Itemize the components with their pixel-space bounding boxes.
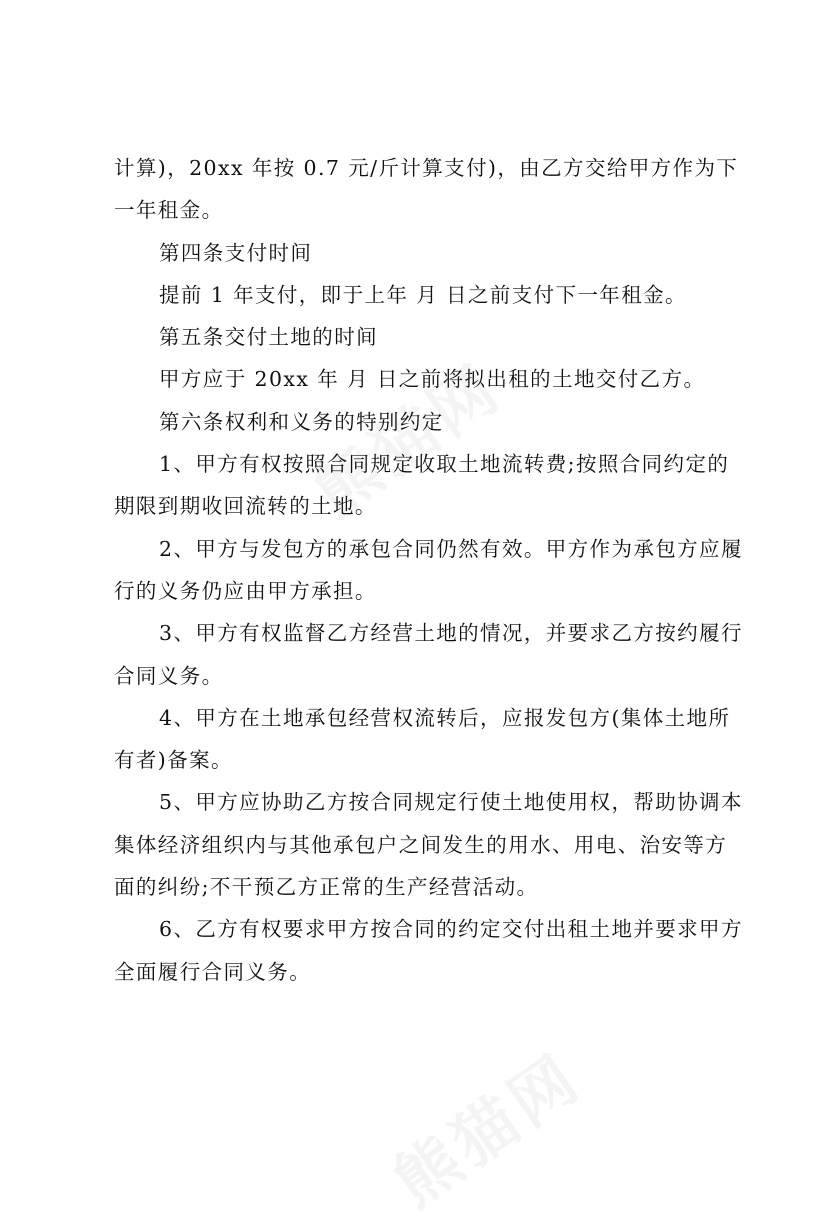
paragraph-line: 5、甲方应协助乙方按合同规定行使土地使用权，帮助协调本 xyxy=(159,790,743,815)
section-heading: 第四条支付时间 xyxy=(159,240,313,265)
paragraph-line: 合同义务。 xyxy=(114,663,224,688)
paragraph-line: 集体经济组织内与其他承包户之间发生的用水、用电、治安等方 xyxy=(114,832,728,857)
paragraph-line: 全面履行合同义务。 xyxy=(114,959,312,984)
section-heading: 第六条权利和义务的特别约定 xyxy=(159,409,444,434)
paragraph-line: 有者)备案。 xyxy=(114,748,233,773)
paragraph-line: 面的纠纷;不干预乙方正常的生产经营活动。 xyxy=(114,875,539,900)
paragraph-line: 6、乙方有权要求甲方按合同的约定交付出租土地并要求甲方 xyxy=(159,917,743,942)
watermark xyxy=(373,1028,598,1224)
paragraph-line: 1、甲方有权按照合同规定收取土地流转费;按照合同约定的 xyxy=(159,452,730,477)
paragraph-line: 3、甲方有权监督乙方经营土地的情况，并要求乙方按约履行 xyxy=(159,621,743,646)
paragraph-line: 计算)，20xx 年按 0.7 元/斤计算支付)，由乙方交给甲方作为下 xyxy=(114,156,739,180)
section-heading: 第五条交付土地的时间 xyxy=(159,325,378,350)
document-body xyxy=(114,147,754,993)
paragraph-line: 甲方应于 20xx 年 月 日之前将拟出租的土地交付乙方。 xyxy=(159,367,706,392)
paragraph-line: 提前 1 年支付，即于上年 月 日之前支付下一年租金。 xyxy=(159,282,687,307)
paragraph-line: 一年租金。 xyxy=(114,198,224,223)
paragraph-line: 期限到期收回流转的土地。 xyxy=(114,494,377,519)
paragraph-line: 行的义务仍应由甲方承担。 xyxy=(114,578,377,603)
paragraph-line: 4、甲方在土地承包经营权流转后，应报发包方(集体土地所 xyxy=(159,705,731,730)
paragraph-line: 2、甲方与发包方的承包合同仍然有效。甲方作为承包方应履 xyxy=(159,536,743,561)
